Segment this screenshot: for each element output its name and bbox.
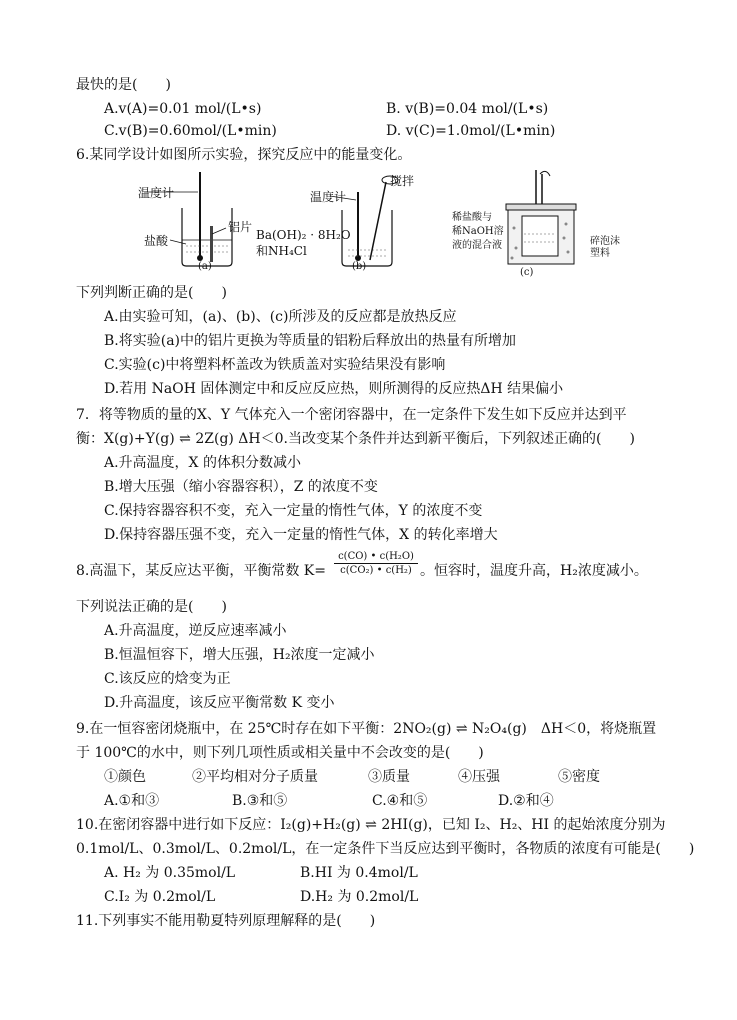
q8-fraction-bar <box>334 563 418 564</box>
figure-b-thermometer-label: 温度计 <box>310 190 347 204</box>
figure-c-foam-label-2: 塑料 <box>590 248 610 259</box>
q8-option-d: D.升高温度，该反应平衡常数 K 变小 <box>104 695 335 711</box>
q6-stem: 6.某同学设计如图所示实验，探究反应中的能量变化。 <box>76 147 412 163</box>
q6-option-d: D.若用 NaOH 固体测定中和反应反应热，则所测得的反应热ΔH 结果偏小 <box>104 381 564 397</box>
q8-fraction-numerator: c(CO) • c(H₂O) <box>338 551 414 562</box>
q5-stem-end: 最快的是( ) <box>76 77 171 93</box>
q7-line-1: 7．将等物质的量的X、Y 气体充入一个密闭容器中，在一定条件下发生如下反应并达到平 <box>76 407 627 423</box>
q6-option-b: B.将实验(a)中的铝片更换为等质量的铝粉后释放出的热量有所增加 <box>104 333 517 349</box>
q9-item-3: ③质量 <box>368 769 410 785</box>
q9-option-c: C.④和⑤ <box>372 793 428 809</box>
q8-option-a: A.升高温度，逆反应速率减小 <box>104 623 287 639</box>
q8-fraction-denominator: c(CO₂) • c(H₂) <box>340 565 412 576</box>
q6-option-c: C.实验(c)中将塑料杯盖改为铁质盖对实验结果没有影响 <box>104 357 446 373</box>
q8-stem-b: 。恒容时，温度升高，H₂浓度减小。 <box>420 563 648 579</box>
q5-option-c: C.v(B)=0.60mol/(L•min) <box>104 123 277 139</box>
figure-b-caption: (b) <box>352 261 367 272</box>
q7-line-2: 衡：X(g)+Y(g) ⇌ 2Z(g) ΔH＜0.当改变某个条件并达到新平衡后，下列叙述正确的( ) <box>76 431 635 447</box>
q7-option-d: D.保持容器压强不变，充入一定量的惰性气体，X 的转化率增大 <box>104 527 498 543</box>
q8-equilibrium-fraction <box>334 551 418 576</box>
figure-b-stir-label: 搅拌 <box>390 174 415 188</box>
q9-option-b: B.③和⑤ <box>232 793 288 809</box>
q10-option-c: C.I₂ 为 0.2mol/L <box>104 889 216 905</box>
q8-option-c: C.该反应的焓变为正 <box>104 671 231 687</box>
figure-a-acid-label: 盐酸 <box>144 234 169 248</box>
q9-option-d: D.②和④ <box>498 793 554 809</box>
q9-item-5: ⑤密度 <box>558 769 600 785</box>
figure-a-plate-label: 铝片 <box>228 220 253 234</box>
figure-c-foam-label-1: 碎泡沫 <box>590 236 620 247</box>
q8-stem-a: 8.高温下，某反应达平衡，平衡常数 K= <box>76 563 326 579</box>
q8-option-b: B.恒温恒容下，增大压强，H₂浓度一定减小 <box>104 647 375 663</box>
q7-option-b: B.增大压强（缩小容器容积），Z 的浓度不变 <box>104 479 378 495</box>
q9-line-2: 于 100℃的水中，则下列几项性质或相关量中不会改变的是( ) <box>76 745 484 761</box>
figure-b-reagent-label-1: Ba(OH)₂ · 8H₂O <box>256 228 351 242</box>
q10-option-b: B.HI 为 0.4mol/L <box>300 865 418 881</box>
q9-option-a: A.①和③ <box>104 793 160 809</box>
figure-a-thermometer-label: 温度计 <box>138 186 175 200</box>
q8-prompt: 下列说法正确的是( ) <box>76 599 227 615</box>
q5-option-a: A.v(A)=0.01 mol/(L•s) <box>104 101 262 117</box>
q9-line-1: 9.在一恒容密闭烧瓶中，在 25℃时存在如下平衡：2NO₂(g) ⇌ N₂O₄(g) ΔH＜0，将烧瓶置 <box>76 721 657 737</box>
q7-option-c: C.保持容器容积不变，充入一定量的惰性气体，Y 的浓度不变 <box>104 503 483 519</box>
q10-line-1: 10.在密闭容器中进行如下反应：I₂(g)+H₂(g) ⇌ 2HI(g)，已知 I₂、H₂、HI 的起始浓度分别为 <box>76 817 666 833</box>
figure-c-mixture-label-1: 稀盐酸与 <box>452 212 492 223</box>
q9-item-1: ①颜色 <box>104 769 146 785</box>
figure-c-mixture-label-2: 稀NaOH溶 <box>452 226 504 237</box>
q5-option-d: D. v(C)=1.0mol/(L•min) <box>386 123 556 139</box>
q9-item-4: ④压强 <box>458 769 500 785</box>
q11-stem: 11.下列事实不能用勒夏特列原理解释的是( ) <box>76 913 376 929</box>
q6-option-a: A.由实验可知，(a)、(b)、(c)所涉及的反应都是放热反应 <box>104 309 457 325</box>
figure-c-mixture-label-3: 液的混合液 <box>452 240 502 251</box>
q10-line-2: 0.1mol/L、0.3mol/L、0.2mol/L，在一定条件下当反应达到平衡时，各物质的浓度有可能是( ) <box>76 841 695 857</box>
figure-a-caption: (a) <box>198 261 212 272</box>
q10-option-d: D.H₂ 为 0.2mol/L <box>300 889 419 905</box>
figure-b-reagent-label-2: 和NH₄Cl <box>256 244 307 258</box>
figure-c-drawing <box>494 168 594 274</box>
q9-item-2: ②平均相对分子质量 <box>192 769 318 785</box>
q10-option-a: A. H₂ 为 0.35mol/L <box>104 865 236 881</box>
q7-option-a: A.升高温度，X 的体积分数减小 <box>104 455 301 471</box>
q6-prompt: 下列判断正确的是( ) <box>76 285 227 301</box>
figure-c-caption: (c) <box>520 267 534 278</box>
q5-option-b: B. v(B)=0.04 mol/(L•s) <box>386 101 549 117</box>
figure-c <box>494 168 594 274</box>
